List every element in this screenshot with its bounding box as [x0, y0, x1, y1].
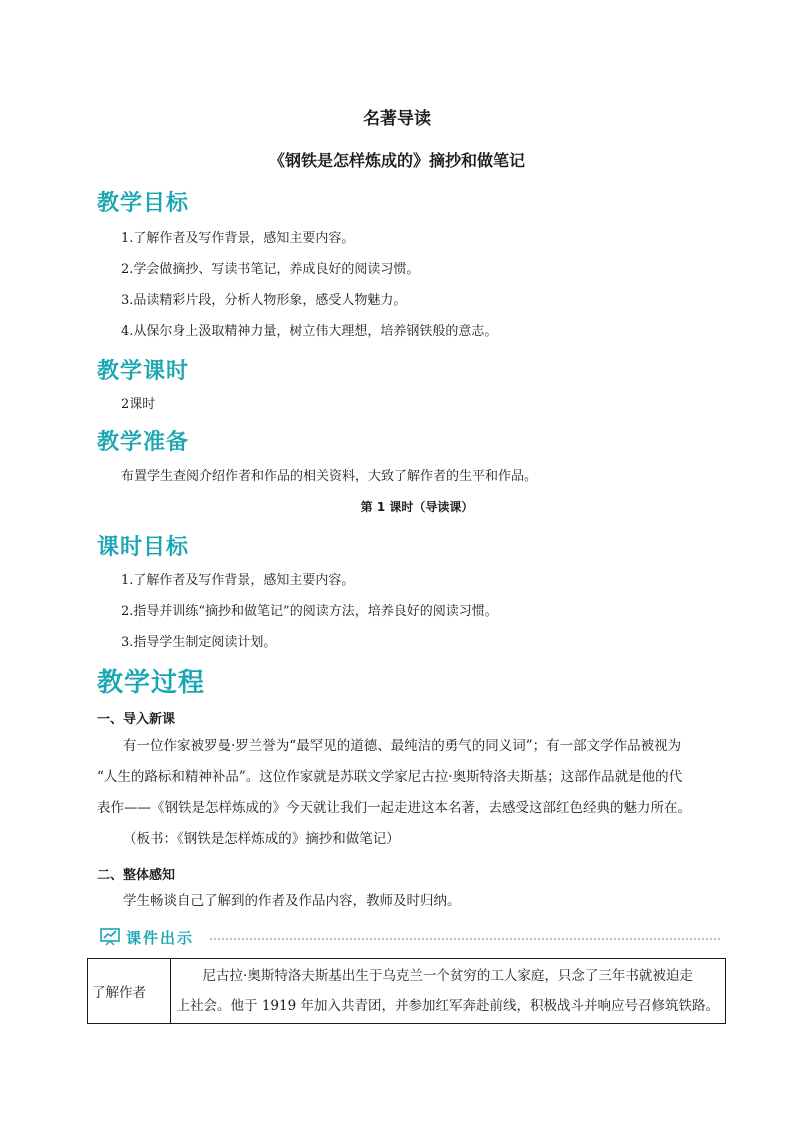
teaching-goal-item: 1.了解作者及写作背景，感知主要内容。 — [121, 231, 355, 246]
chart-board-icon — [100, 928, 120, 950]
paragraph-line: 学生畅谈自己了解到的作者及作品内容，教师及时归纳。 — [123, 893, 461, 909]
section-2-heading: 二、整体感知 — [97, 868, 176, 883]
class-hours-text: 2课时 — [121, 397, 156, 412]
cell-line: 上社会。他于 1919 年加入共青团，并参加红军奔赴前线，积极战斗并响应号召修筑铁路。 — [176, 998, 719, 1014]
section-1-paragraph — [97, 731, 737, 855]
teaching-goal-item: 4.从保尔身上汲取精神力量，树立伟大理想，培养钢铁般的意志。 — [121, 324, 498, 339]
section-2-paragraph — [97, 886, 737, 917]
lesson-goal-item: 2.指导并训练“摘抄和做笔记”的阅读方法，培养良好的阅读习惯。 — [121, 604, 498, 619]
table-value-cell — [170, 959, 725, 1024]
paragraph-line: “人生的路标和精神补品”。这位作家就是苏联文学家尼古拉·奥斯特洛夫斯基；这部作品就是他的代 — [97, 769, 683, 785]
process-heading: 教学过程 — [97, 668, 206, 698]
table-key-cell: 了解作者 — [88, 959, 171, 1024]
lesson-goal-item: 1.了解作者及写作背景，感知主要内容。 — [121, 573, 355, 588]
cell-line: 尼古拉·奥斯特洛夫斯基出生于乌克兰一个贫穷的工人家庭，只念了三年书就被迫走 — [202, 968, 693, 984]
paragraph-line: （板书：《钢铁是怎样炼成的》摘抄和做笔记） — [123, 831, 400, 847]
courseware-label: 课件出示 — [126, 929, 195, 947]
preparation-heading: 教学准备 — [97, 430, 190, 455]
courseware-banner — [100, 927, 720, 949]
teaching-goals-heading: 教学目标 — [97, 191, 190, 216]
table-row — [88, 959, 726, 1024]
page-title: 名著导读 — [363, 109, 431, 129]
lesson-1-heading: 第 1 课时（导读课） — [360, 500, 474, 514]
section-1-heading: 一、导入新课 — [97, 712, 176, 727]
lesson-goal-item: 3.指导学生制定阅读计划。 — [121, 635, 277, 650]
dotted-divider — [210, 938, 720, 940]
class-hours-heading: 教学课时 — [97, 359, 190, 384]
teaching-goal-item: 2.学会做摘抄、写读书笔记，养成良好的阅读习惯。 — [121, 262, 420, 277]
teaching-goal-item: 3.品读精彩片段，分析人物形象，感受人物魅力。 — [121, 293, 407, 308]
preparation-text: 布置学生查阅介绍作者和作品的相关资料，大致了解作者的生平和作品。 — [121, 469, 538, 484]
author-info-table — [87, 958, 726, 1024]
paragraph-line: 有一位作家被罗曼·罗兰誉为“最罕见的道德、最纯洁的勇气的同义词”；有一部文学作品被视为 — [123, 738, 682, 754]
paragraph-line: 表作——《钢铁是怎样炼成的》今天就让我们一起走进这本名著，去感受这部红色经典的魅力所在。 — [97, 800, 691, 816]
lesson-goals-heading: 课时目标 — [97, 535, 190, 560]
page-subtitle: 《钢铁是怎样炼成的》摘抄和做笔记 — [268, 151, 525, 170]
